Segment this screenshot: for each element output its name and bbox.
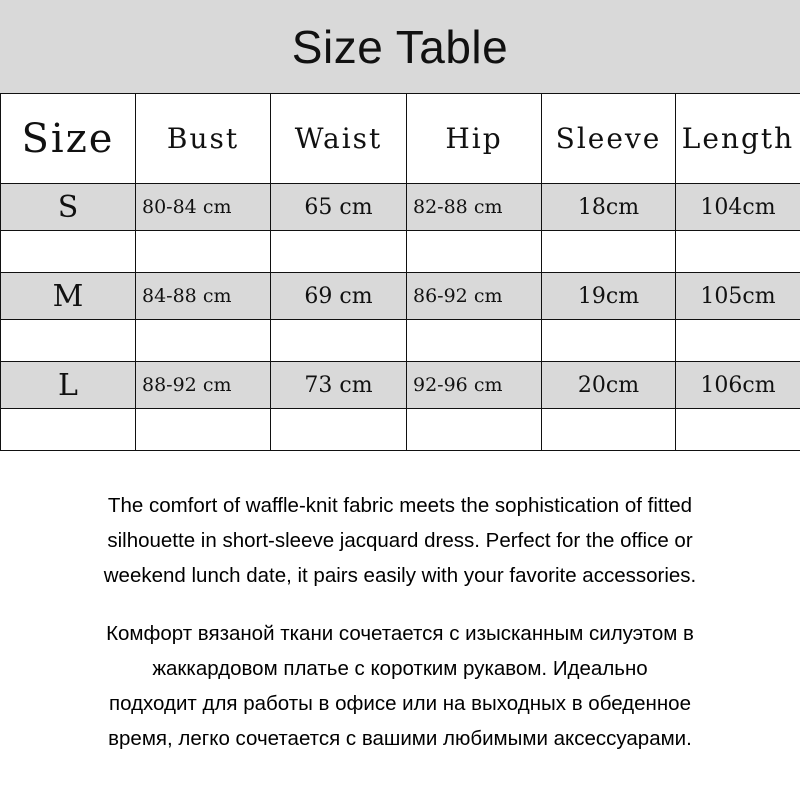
table-row bbox=[1, 273, 800, 320]
length-cell: 106cm bbox=[676, 362, 800, 409]
description-line: Комфорт вязаной ткани сочетается с изысканным силуэтом в bbox=[106, 622, 694, 645]
table-header-row bbox=[1, 94, 800, 184]
description-line: silhouette in short-sleeve jacquard dress. Perfect for the office or bbox=[107, 529, 693, 552]
bust-cell: 84-88 cm bbox=[136, 273, 271, 320]
spacer-row bbox=[1, 409, 800, 451]
hip-cell: 82-88 cm bbox=[407, 184, 542, 231]
description-line: weekend lunch date, it pairs easily with your favorite accessories. bbox=[103, 564, 697, 587]
header-length: Length bbox=[676, 94, 800, 184]
spacer-row bbox=[1, 231, 800, 273]
description-english bbox=[20, 488, 780, 593]
page-title: Size Table bbox=[291, 20, 509, 73]
header-size: Size bbox=[1, 94, 136, 184]
length-cell: 105cm bbox=[676, 273, 800, 320]
bust-cell: 80-84 cm bbox=[136, 184, 271, 231]
waist-cell: 65 cm bbox=[271, 184, 407, 231]
waist-cell: 69 cm bbox=[271, 273, 407, 320]
description-line: подходит для работы в офисе или на выходных в обеденное bbox=[109, 692, 691, 715]
length-cell: 104cm bbox=[676, 184, 800, 231]
description-line: The comfort of waffle-knit fabric meets the sophistication of fitted bbox=[107, 494, 693, 517]
header-bust: Bust bbox=[136, 94, 271, 184]
description-line: жаккардовом платье с коротким рукавом. Идеально bbox=[152, 657, 648, 680]
bust-cell: 88-92 cm bbox=[136, 362, 271, 409]
header-waist: Waist bbox=[271, 94, 407, 184]
hip-cell: 92-96 cm bbox=[407, 362, 542, 409]
sleeve-cell: 19cm bbox=[542, 273, 676, 320]
table-row bbox=[1, 184, 800, 231]
hip-cell: 86-92 cm bbox=[407, 273, 542, 320]
header-sleeve: Sleeve bbox=[542, 94, 676, 184]
size-cell: M bbox=[1, 273, 136, 320]
sleeve-cell: 20cm bbox=[542, 362, 676, 409]
title-bar bbox=[0, 0, 800, 93]
waist-cell: 73 cm bbox=[271, 362, 407, 409]
table-row bbox=[1, 362, 800, 409]
sleeve-cell: 18cm bbox=[542, 184, 676, 231]
spacer-row bbox=[1, 320, 800, 362]
description-russian bbox=[20, 616, 780, 756]
size-cell: S bbox=[1, 184, 136, 231]
size-cell: L bbox=[1, 362, 136, 409]
size-table bbox=[0, 93, 800, 451]
header-hip: Hip bbox=[407, 94, 542, 184]
description-line: время, легко сочетается с вашими любимыми аксессуарами. bbox=[108, 727, 692, 750]
